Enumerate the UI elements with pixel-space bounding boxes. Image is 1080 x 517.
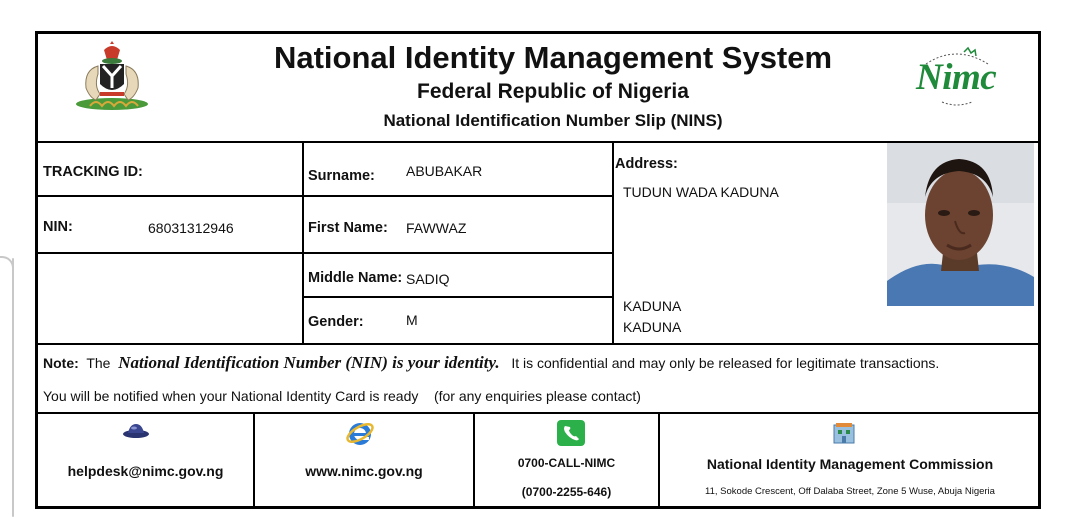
divider: [38, 252, 613, 254]
address-line-3: KADUNA: [623, 319, 682, 335]
commission-name: National Identity Management Commission: [706, 456, 994, 472]
nimc-logo-text: Nimc: [916, 57, 997, 98]
helpdesk-icon: [122, 422, 150, 440]
divider: [612, 141, 614, 344]
tracking-id-label: TRACKING ID:: [43, 164, 143, 180]
note-prefix: The: [86, 355, 111, 371]
divider: [303, 296, 613, 298]
building-icon: [831, 421, 857, 445]
surname-label: Surname:: [308, 168, 375, 184]
page-subtitle: Federal Republic of Nigeria: [417, 80, 689, 103]
helpdesk-email-link[interactable]: helpdesk@nimc.gov.ng: [67, 463, 224, 479]
note-line-2: [43, 388, 641, 404]
phone-number[interactable]: (0700-2255-646): [521, 485, 612, 499]
phone-label: 0700-CALL-NIMC: [517, 456, 616, 470]
slip-title: National Identification Number Slip (NINS): [383, 111, 723, 130]
nin-value: 68031312946: [148, 220, 234, 236]
address-label: Address:: [615, 156, 678, 172]
divider: [38, 343, 1038, 345]
commission-address: 11, Sokode Crescent, Off Dalaba Street, Zone 5 Wuse, Abuja Nigeria: [705, 486, 995, 497]
divider: [38, 195, 613, 197]
note-emphasis: National Identification Number (NIN) is your identity.: [118, 353, 500, 372]
phone-icon: [556, 419, 586, 447]
address-line-2: KADUNA: [623, 298, 682, 314]
nin-slip: [35, 31, 1041, 509]
middle-name-label: Middle Name:: [308, 270, 403, 286]
note-line-1: [43, 353, 939, 373]
portrait-icon: [887, 143, 1034, 306]
nin-label: NIN:: [43, 219, 73, 235]
address-line-1: TUDUN WADA KADUNA: [623, 184, 779, 200]
first-name-label: First Name:: [308, 220, 388, 236]
gender-value: M: [406, 312, 418, 328]
divider: [302, 141, 304, 344]
internet-explorer-icon: [345, 418, 375, 448]
page-edge-line: [12, 258, 14, 517]
middle-name-value: SADIQ: [406, 271, 450, 287]
website-link[interactable]: www.nimc.gov.ng: [305, 463, 423, 479]
note-line2-text: You will be notified when your National Identity Card is ready: [43, 388, 419, 404]
gender-label: Gender:: [308, 314, 364, 330]
note-suffix: It is confidential and may only be released for legitimate transactions.: [511, 355, 940, 371]
divider: [38, 412, 1038, 414]
note-line2-suffix: (for any enquiries please contact): [433, 388, 641, 404]
divider: [253, 412, 255, 509]
holder-photo: [887, 143, 1034, 306]
surname-value: ABUBAKAR: [406, 163, 483, 179]
note-label: Note:: [43, 355, 79, 371]
first-name-value: FAWWAZ: [406, 220, 467, 236]
page-title: National Identity Management System: [273, 40, 833, 75]
